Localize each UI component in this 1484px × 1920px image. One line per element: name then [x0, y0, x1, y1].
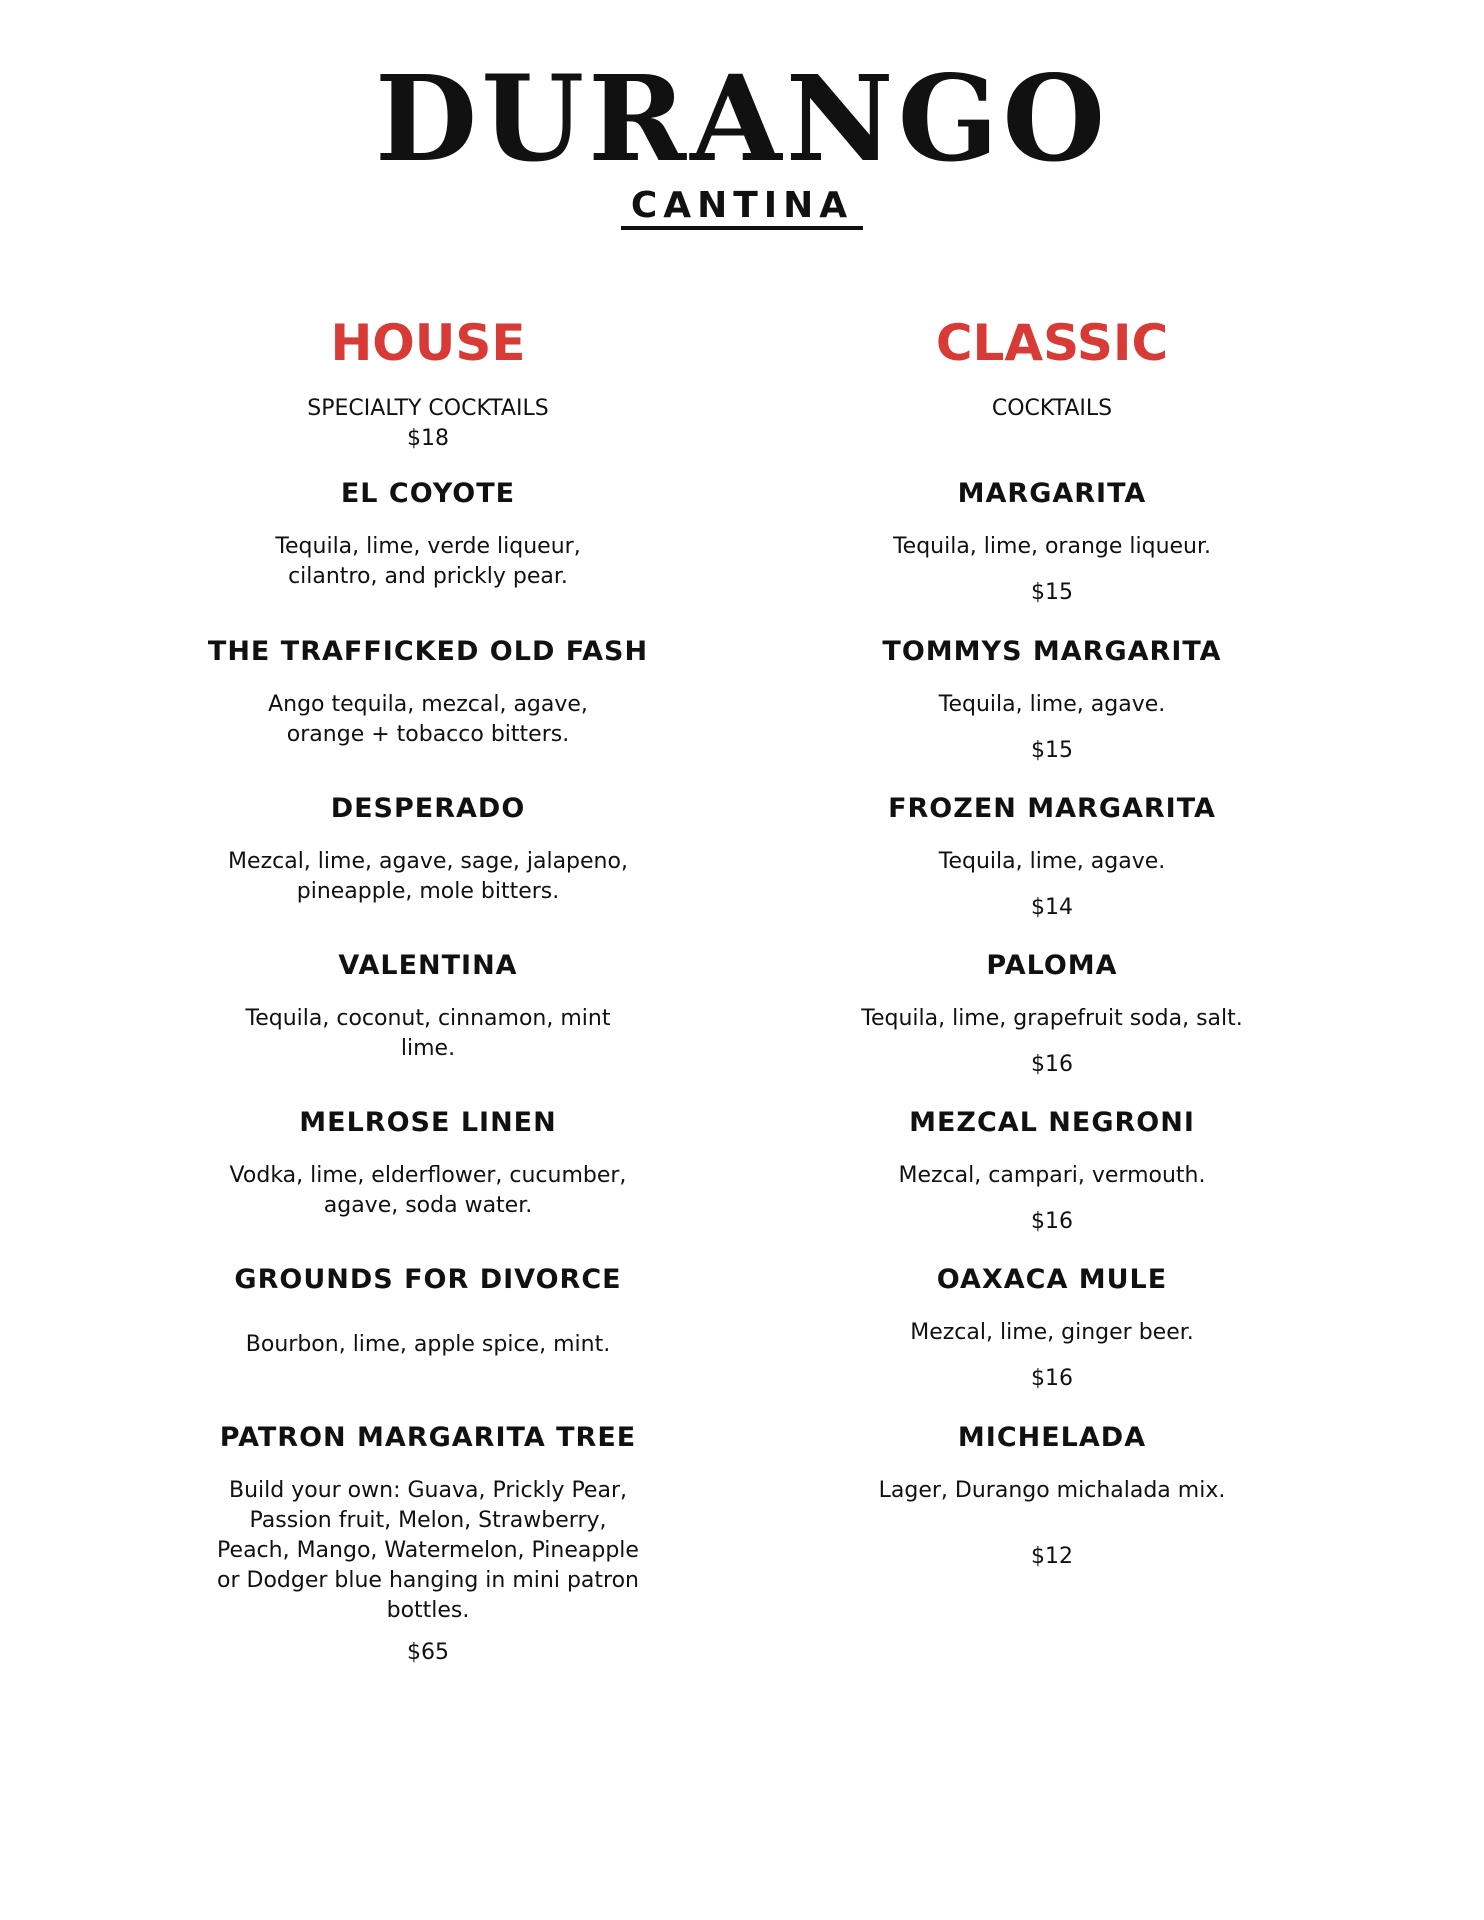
item-name: EL COYOTE [340, 478, 516, 509]
item-price: $16 [1031, 1366, 1073, 1391]
item-price: $14 [1031, 895, 1073, 920]
menu-item [188, 634, 668, 750]
item-name: DESPERADO [330, 793, 526, 824]
item-name: THE TRAFFICKED OLD FASH [207, 636, 649, 667]
item-description-line: Mezcal, lime, agave, sage, jalapeno, [228, 849, 628, 874]
logo-title: DURANGO [374, 49, 1110, 188]
item-description-line: orange + tobacco bitters. [286, 722, 570, 747]
item-description-line: Bourbon, lime, apple spice, mint. [245, 1332, 611, 1357]
item-price: $15 [1031, 580, 1073, 605]
menu-item [812, 791, 1292, 923]
house-subtitle-text: SPECIALTY COCKTAILS [307, 396, 549, 421]
item-description [188, 532, 668, 592]
classic-title: CLASSIC [935, 314, 1169, 372]
item-price: $12 [1031, 1544, 1073, 1569]
house-price: $18 [407, 426, 449, 451]
item-description-line: agave, soda water. [323, 1193, 533, 1218]
item-name: MELROSE LINEN [299, 1107, 557, 1138]
item-name: VALENTINA [338, 950, 518, 981]
menu-item [188, 476, 668, 592]
item-description-line: bottles. [386, 1598, 470, 1623]
item-price: $16 [1031, 1052, 1073, 1077]
item-name: PATRON MARGARITA TREE [219, 1422, 637, 1453]
item-description-line: Tequila, coconut, cinnamon, mint [245, 1006, 611, 1031]
house-title: HOUSE [330, 314, 526, 372]
item-description-line: Ango tequila, mezcal, agave, [268, 692, 588, 717]
item-description-line: cilantro, and prickly pear. [288, 564, 568, 589]
item-name: MEZCAL NEGRONI [909, 1107, 1195, 1138]
logo-subtitle-underline [621, 185, 863, 230]
item-name: OAXACA MULE [936, 1264, 1168, 1295]
item-description-line: Build your own: Guava, Prickly Pear, [229, 1478, 627, 1503]
item-description: Mezcal, campari, vermouth. [898, 1163, 1206, 1188]
menu-item [188, 791, 668, 907]
item-name: PALOMA [986, 950, 1118, 981]
logo-subtitle: CANTINA [630, 185, 854, 226]
item-description: Tequila, lime, grapefruit soda, salt. [861, 1006, 1243, 1031]
item-description [188, 1330, 668, 1360]
menu-item [188, 1105, 668, 1221]
item-description [188, 1161, 668, 1221]
item-description: Tequila, lime, agave. [938, 849, 1166, 874]
item-description-line: or Dodger blue hanging in mini patron [217, 1568, 639, 1593]
item-name: TOMMYS MARGARITA [882, 636, 1222, 667]
item-price: $65 [407, 1640, 449, 1665]
item-name: MARGARITA [957, 478, 1147, 509]
classic-subtitle-text: COCKTAILS [991, 396, 1113, 421]
menu-item [812, 476, 1292, 608]
item-description-line: Passion fruit, Melon, Strawberry, [249, 1508, 607, 1533]
menu-item [812, 1420, 1292, 1572]
item-name: MICHELADA [957, 1422, 1147, 1453]
menu-item [188, 948, 668, 1064]
item-price: $16 [1031, 1209, 1073, 1234]
logo [0, 49, 1484, 230]
item-description [188, 690, 668, 750]
item-description [188, 1004, 668, 1064]
menu-item [188, 1420, 668, 1668]
item-description: Tequila, lime, agave. [938, 692, 1166, 717]
menu-item [812, 634, 1292, 766]
house-subtitle [188, 394, 668, 454]
menu-item [188, 1262, 668, 1360]
item-description-line: Vodka, lime, elderflower, cucumber, [229, 1163, 627, 1188]
item-description-line: Tequila, lime, verde liqueur, [275, 534, 581, 559]
classic-subtitle [812, 394, 1292, 424]
item-description: Mezcal, lime, ginger beer. [910, 1320, 1194, 1345]
item-name: FROZEN MARGARITA [888, 793, 1216, 824]
item-description-line: Peach, Mango, Watermelon, Pineapple [217, 1538, 639, 1563]
item-description-line: lime. [400, 1036, 456, 1061]
item-description [188, 847, 668, 907]
menu-item [812, 1105, 1292, 1237]
item-price: $15 [1031, 738, 1073, 763]
item-description: Tequila, lime, orange liqueur. [892, 534, 1212, 559]
menu-item [812, 948, 1292, 1080]
item-description: Lager, Durango michalada mix. [878, 1478, 1226, 1503]
item-name: GROUNDS FOR DIVORCE [234, 1264, 622, 1295]
item-description-line: pineapple, mole bitters. [296, 879, 560, 904]
item-description [188, 1476, 668, 1626]
menu-item [812, 1262, 1292, 1394]
